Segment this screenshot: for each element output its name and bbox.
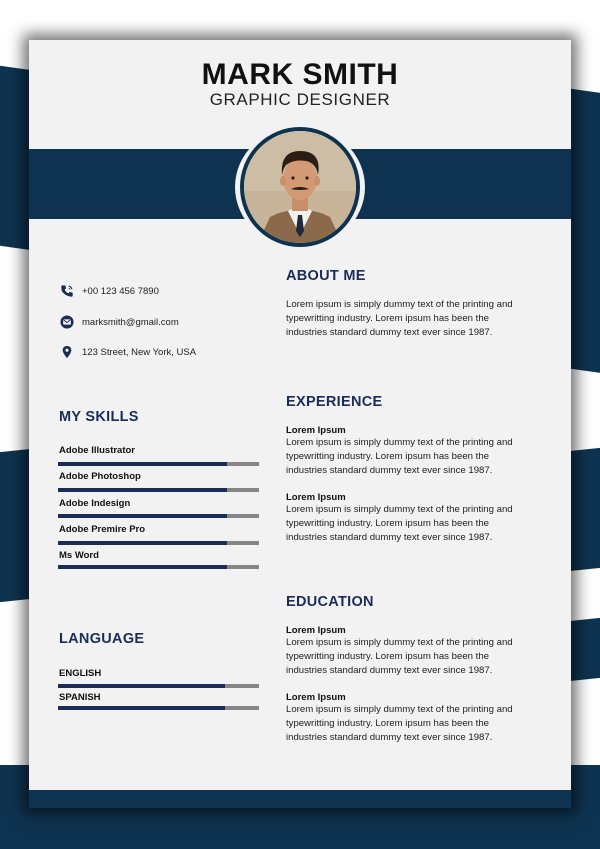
text-line: typewritting industry. Lorem ipsum has been the [286, 718, 489, 730]
contact-address [60, 345, 196, 359]
experience-entry-text [286, 436, 536, 479]
skill-bar [58, 541, 259, 545]
education-entry-text [286, 703, 536, 746]
experience-entry-title: Lorem Ipsum [286, 425, 346, 436]
text-line: typewritting industry. Lorem ipsum has been the [286, 313, 489, 325]
text-line: industries standard dummy text ever since 1987. [286, 532, 493, 544]
text-line: industries standard dummy text ever since 1987. [286, 732, 493, 744]
skill-label: Adobe Indesign [59, 498, 131, 509]
skill-label: Adobe Photoshop [59, 471, 141, 482]
email-address: marksmith@gmail.com [82, 316, 179, 328]
experience-heading: EXPERIENCE [286, 394, 383, 410]
job-title: GRAPHIC DESIGNER [209, 90, 391, 109]
text-line: Lorem ipsum is simply dummy text of the printing and [286, 504, 513, 515]
footer-band [29, 790, 571, 808]
skill-label: Adobe Premire Pro [59, 524, 146, 535]
language-label: SPANISH [59, 692, 101, 703]
education-heading: EDUCATION [286, 594, 374, 610]
language-bar [58, 684, 259, 688]
skill-bar [58, 565, 259, 569]
skill-bar [58, 488, 259, 492]
skill-bar [58, 514, 259, 518]
email-icon [60, 315, 74, 329]
text-line: Lorem ipsum is simply dummy text of the printing and [286, 637, 513, 648]
phone-number: +00 123 456 7890 [82, 285, 159, 297]
text-line: industries standard dummy text ever since 1987. [286, 665, 493, 677]
language-bar [58, 706, 259, 710]
skill-bar [58, 462, 259, 466]
location-pin-icon [60, 345, 74, 359]
profile-photo [244, 131, 356, 243]
text-line: typewritting industry. Lorem ipsum has been the [286, 651, 489, 663]
about-text [286, 298, 536, 341]
person-name: MARK SMITH [201, 58, 399, 91]
text-line: industries standard dummy text ever since 1987. [286, 327, 493, 339]
about-heading: ABOUT ME [286, 268, 366, 284]
text-line: Lorem ipsum is simply dummy text of the printing and [286, 437, 513, 448]
experience-entry-text [286, 503, 536, 546]
text-line: typewritting industry. Lorem ipsum has been the [286, 451, 489, 463]
skill-label: Adobe Illustrator [59, 445, 136, 456]
skill-label: Ms Word [59, 550, 99, 561]
text-line: typewritting industry. Lorem ipsum has been the [286, 518, 489, 530]
education-entry-text [286, 636, 536, 679]
education-entry-title: Lorem Ipsum [286, 625, 346, 636]
resume-sheet [29, 40, 571, 808]
contact-email [60, 315, 179, 329]
contact-phone [60, 284, 159, 298]
skills-heading: MY SKILLS [59, 409, 139, 425]
street-address: 123 Street, New York, USA [82, 346, 197, 358]
profile-photo-frame [235, 126, 365, 248]
phone-icon [60, 284, 74, 298]
language-label: ENGLISH [59, 668, 102, 679]
experience-entry-title: Lorem Ipsum [286, 492, 346, 503]
text-line: industries standard dummy text ever since 1987. [286, 465, 493, 477]
education-entry-title: Lorem Ipsum [286, 692, 346, 703]
text-line: Lorem ipsum is simply dummy text of the printing and [286, 299, 513, 310]
language-heading: LANGUAGE [59, 631, 145, 647]
text-line: Lorem ipsum is simply dummy text of the printing and [286, 704, 513, 715]
